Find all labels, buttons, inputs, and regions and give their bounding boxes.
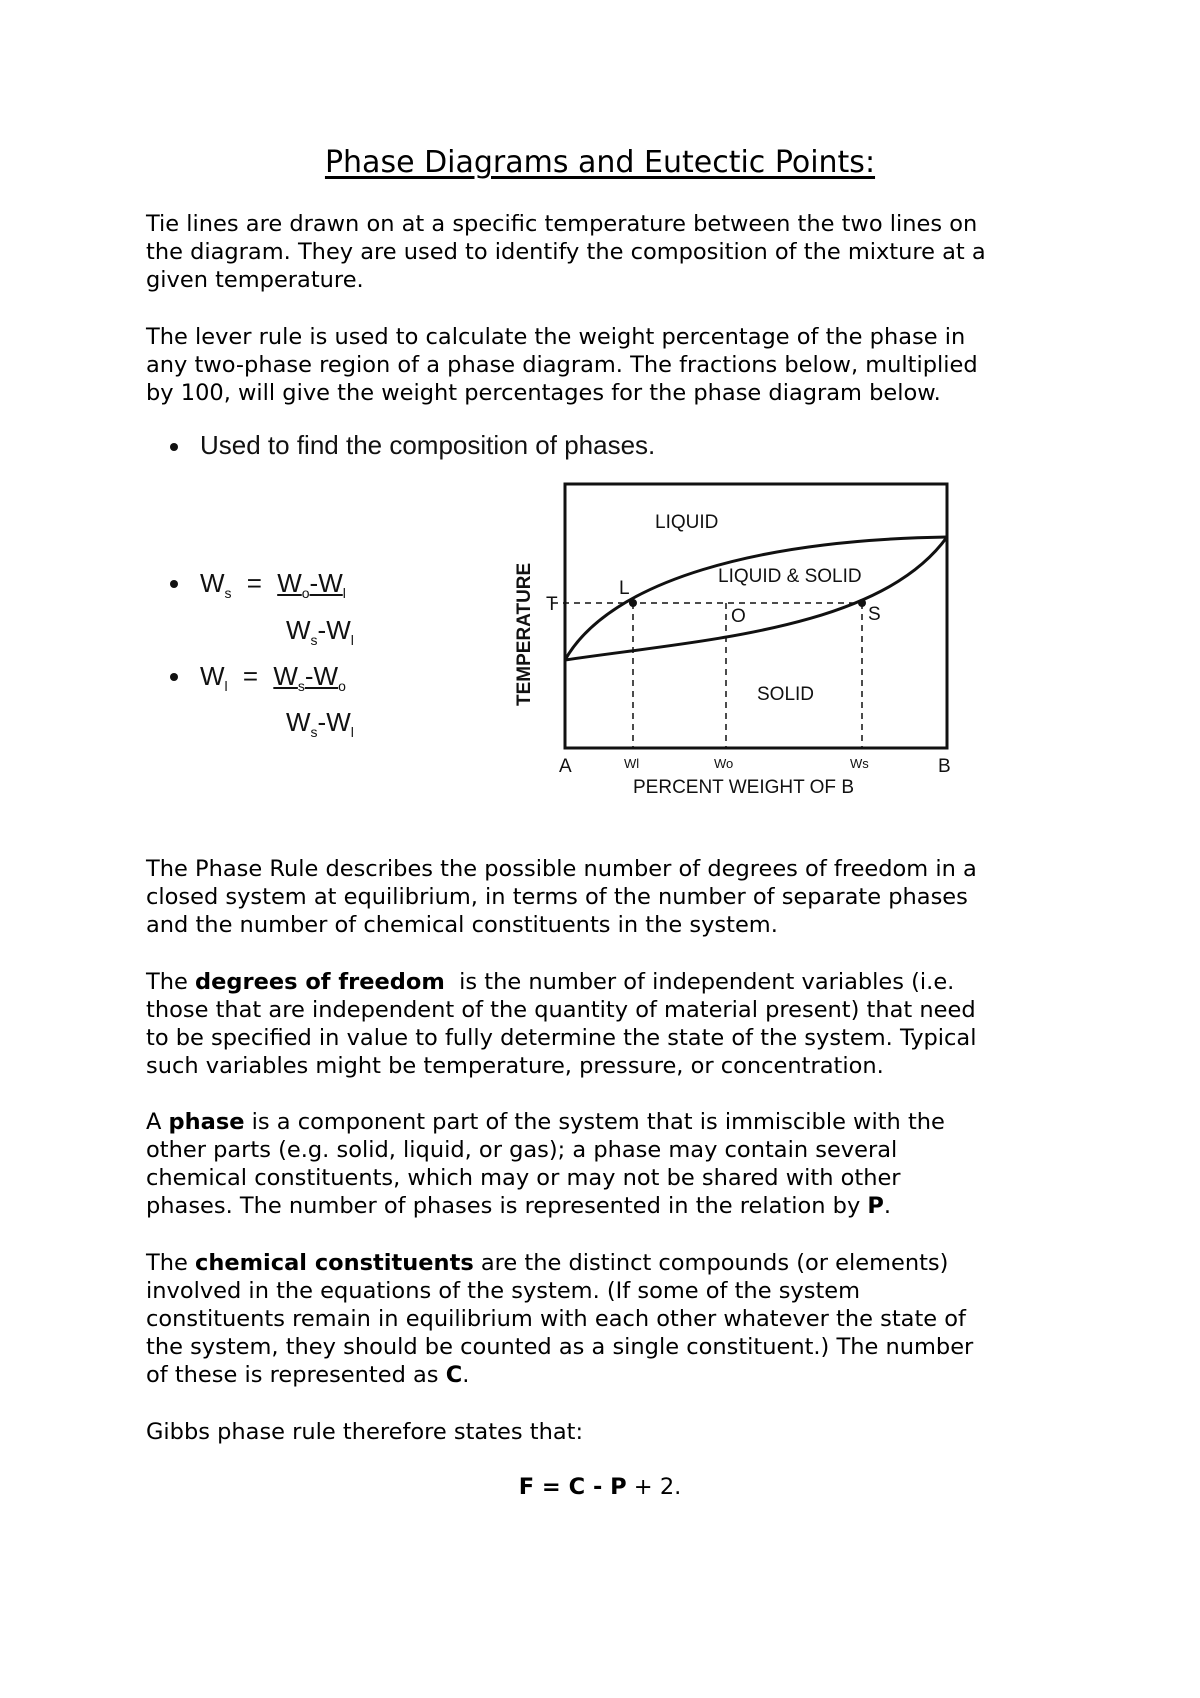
bullet-dot (170, 673, 178, 681)
text-line: Tie lines are drawn on at a specific temperature between the two lines on (146, 211, 978, 237)
formula-lhs: W (200, 661, 225, 691)
text-line: by 100, will give the weight percentages for the phase diagram below. (146, 380, 941, 406)
text-line: The degrees of freedom is the number of independent variables (i.e. (146, 969, 955, 995)
formula-numerator: $W_o-W_l$ (277, 568, 346, 602)
x-axis-label: PERCENT WEIGHT OF B (633, 777, 854, 798)
text-line: The Phase Rule describes the possible number of degrees of freedom in a (146, 856, 977, 882)
text-line: involved in the equations of the system. (If some of the system (146, 1278, 861, 1304)
text-line: closed system at equilibrium, in terms of the number of separate phases (146, 884, 968, 910)
diagram-frame (565, 484, 947, 748)
text-line: chemical constituents, which may or may not be shared with other (146, 1165, 901, 1191)
formula-sub: l (224, 678, 228, 695)
bullet-dot (170, 443, 178, 451)
formula-sub: s (224, 585, 232, 602)
tick-ws-label: Ws (850, 756, 869, 771)
symbol-p: P (867, 1193, 884, 1219)
paragraph-phase (146, 1108, 1076, 1220)
tick-wl-label: Wl (624, 756, 640, 771)
text-line: any two-phase region of a phase diagram. The fractions below, multiplied (146, 352, 978, 378)
term-phase: phase (168, 1109, 245, 1135)
formula-ws (200, 568, 346, 601)
text-line: to be specified in value to fully determine the state of the system. Typical (146, 1025, 977, 1051)
paragraph-chemical-constituents (146, 1249, 1076, 1389)
formula-lhs: W (200, 568, 225, 598)
corner-b-label: B (938, 756, 951, 777)
symbol-c: C (445, 1362, 463, 1388)
text-line: other parts (e.g. solid, liquid, or gas); a phase may contain several (146, 1137, 898, 1163)
text-line: constituents remain in equilibrium with each other whatever the state of (146, 1306, 966, 1332)
paragraph-degrees-of-freedom (146, 968, 1076, 1080)
point-o-label: O (731, 606, 746, 627)
term-degrees-of-freedom: degrees of freedom (195, 969, 445, 995)
text-line: such variables might be temperature, pressure, or concentration. (146, 1053, 884, 1079)
formula-ws-denominator: $W_s-W_l$ (286, 615, 354, 649)
y-axis-label: TEMPERATURE (514, 562, 535, 706)
tick-wo-label: Wo (714, 756, 734, 771)
text-line: The chemical constituents are the distinct compounds (or elements) (146, 1250, 949, 1276)
text-line: of these is represented as C. (146, 1362, 470, 1388)
text-line: those that are independent of the quantity of material present) that need (146, 997, 976, 1023)
temp-t-label: T (546, 594, 558, 615)
point-l-marker (629, 599, 637, 607)
text-line: the diagram. They are used to identify the composition of the mixture at a (146, 239, 986, 265)
formula-wl (200, 661, 346, 694)
paragraph-lever-rule (146, 323, 1076, 407)
point-s-label: S (868, 604, 881, 625)
page-title: Phase Diagrams and Eutectic Points: (324, 145, 876, 180)
text-line: The lever rule is used to calculate the weight percentage of the phase in (146, 324, 966, 350)
paragraph-gibbs-intro (146, 1418, 1076, 1446)
term-chemical-constituents: chemical constituents (195, 1250, 474, 1276)
region-two-phase-label: LIQUID & SOLID (718, 566, 862, 587)
gibbs-phase-rule-equation: F = C - P + 2. (518, 1474, 682, 1500)
phase-diagram (500, 470, 980, 810)
formula-wl-denominator: $W_s-W_l$ (286, 707, 354, 741)
point-s-marker (858, 599, 866, 607)
region-liquid-label: LIQUID (655, 512, 719, 533)
formula-equals: = (246, 568, 262, 598)
text-line: given temperature. (146, 267, 364, 293)
text-line: A phase is a component part of the system that is immiscible with the (146, 1109, 945, 1135)
corner-a-label: A (559, 756, 572, 777)
figure-bullet-heading: Used to find the composition of phases. (200, 430, 656, 460)
bullet-dot (170, 580, 178, 588)
region-solid-label: SOLID (757, 684, 815, 705)
text-line: the system, they should be counted as a single constituent.) The number (146, 1334, 974, 1360)
formula-numerator: $W_s-W_o$ (273, 661, 346, 695)
text-line: phases. The number of phases is represented in the relation by P. (146, 1193, 892, 1219)
text-line: Gibbs phase rule therefore states that: (146, 1419, 584, 1445)
point-l-label: L (619, 578, 630, 599)
paragraph-phase-rule (146, 855, 1076, 939)
paragraph-tie-lines (146, 210, 1076, 294)
formula-equals: = (242, 661, 259, 691)
text-line: and the number of chemical constituents in the system. (146, 912, 778, 938)
